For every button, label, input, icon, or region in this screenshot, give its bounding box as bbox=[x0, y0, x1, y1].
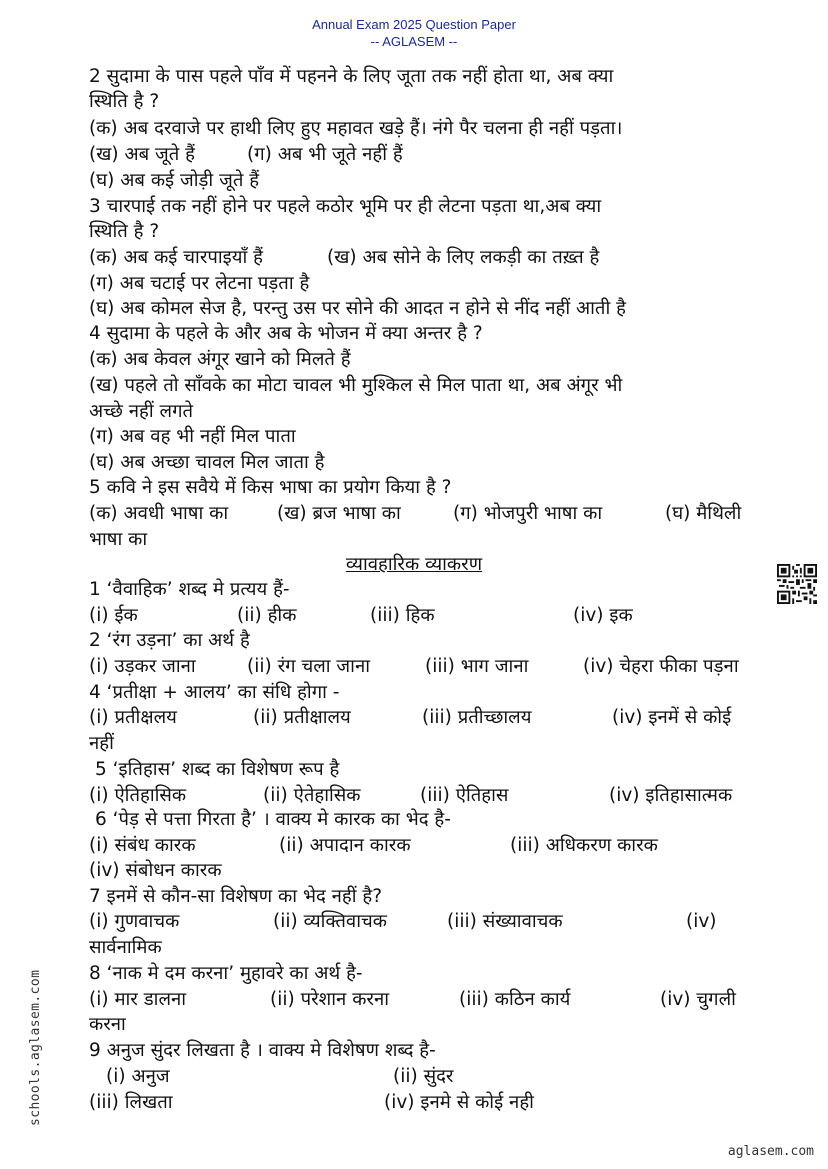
q3-option-ga: (ग) अब चटाई पर लेटना पड़ता है bbox=[89, 273, 310, 294]
g4-option-4-cont: नहीं bbox=[89, 733, 114, 754]
question-5-text: 5 कवि ने इस सवैये में किस भाषा का प्रयोग किया है ? bbox=[89, 477, 452, 498]
q2-option-ga: (ग) अब भी जूते नहीं हैं bbox=[247, 144, 403, 165]
g4-option-3: (iii) प्रतीच्छालय bbox=[422, 707, 532, 728]
q3-option-gha: (घ) अब कोमल सेज है, परन्तु उस पर सोने की आदत न होने से नींद नहीं आती है bbox=[89, 298, 626, 319]
header-title: Annual Exam 2025 Question Paper bbox=[312, 17, 516, 32]
g4-option-4: (iv) इनमें से कोई bbox=[612, 707, 732, 728]
grammar-q2-text: 2 ‘रंग उड़ना’ का अर्थ है bbox=[89, 630, 250, 651]
q4-option-ga: (ग) अब वह भी नहीं मिल पाता bbox=[89, 426, 296, 447]
g2-option-1: (i) उड़कर जाना bbox=[89, 656, 196, 677]
g7-option-3: (iii) संख्यावाचक bbox=[447, 911, 563, 932]
g7-option-2: (ii) व्यक्तिवाचक bbox=[273, 911, 387, 932]
g4-option-2: (ii) प्रतीक्षालय bbox=[253, 707, 351, 728]
q4-option-kha: (ख) पहले तो साँवके का मोटा चावल भी मुश्किल से मिल पाता था, अब अंगूर भी bbox=[89, 375, 623, 396]
g5-option-2: (ii) ऐतेहासिक bbox=[263, 785, 361, 806]
g1-option-3: (iii) हिक bbox=[370, 605, 435, 626]
g8-option-4: (iv) चुगली bbox=[660, 989, 736, 1010]
header-brand: -- AGLASEM -- bbox=[370, 34, 458, 49]
q5-option-ga: (ग) भोजपुरी भाषा का bbox=[453, 503, 603, 524]
g9-option-4: (iv) इनमे से कोई नही bbox=[384, 1092, 534, 1113]
g9-option-2: (ii) सुंदर bbox=[393, 1066, 454, 1087]
g1-option-1: (i) ईक bbox=[89, 605, 138, 626]
q4-option-kha-cont: अच्छे नहीं लगते bbox=[89, 401, 194, 422]
question-3-text-cont: स्थिति है ? bbox=[89, 221, 160, 242]
q5-option-kha: (ख) ब्रज भाषा का bbox=[277, 503, 401, 524]
grammar-q7-text: 7 इनमें से कौन-सा विशेषण का भेद नहीं है? bbox=[89, 886, 383, 907]
q3-option-ka: (क) अब कई चारपाइयाँ हैं bbox=[89, 247, 263, 268]
q4-option-ka: (क) अब केवल अंगूर खाने को मिलते हैं bbox=[89, 349, 351, 370]
g6-option-4: (iv) संबोधन कारक bbox=[89, 860, 222, 881]
question-4-text: 4 सुदामा के पहले के और अब के भोजन में क्या अन्तर है ? bbox=[89, 323, 483, 344]
section-title: व्यावहारिक व्याकरण bbox=[345, 554, 483, 575]
g1-option-2: (ii) हीक bbox=[237, 605, 297, 626]
g9-option-1: (i) अनुज bbox=[106, 1066, 170, 1087]
g2-option-3: (iii) भाग जाना bbox=[425, 656, 529, 677]
question-2-text-cont: स्थिति है ? bbox=[89, 91, 160, 112]
g8-option-4-cont: करना bbox=[89, 1014, 126, 1035]
grammar-q1-text: 1 ‘वैवाहिक’ शब्द मे प्रत्यय हैं- bbox=[89, 579, 290, 600]
g7-option-4: (iv) bbox=[686, 911, 717, 932]
q2-option-ka: (क) अब दरवाजे पर हाथी लिए हुए महावत खड़े हैं। नंगे पैर चलना ही नहीं पड़ता। bbox=[89, 118, 623, 139]
g5-option-4: (iv) इतिहासात्मक bbox=[609, 785, 733, 806]
q5-option-gha: (घ) मैथिली bbox=[665, 503, 742, 524]
q5-option-gha-cont: भाषा का bbox=[89, 529, 148, 550]
g8-option-2: (ii) परेशान करना bbox=[270, 989, 390, 1010]
qr-code-icon bbox=[777, 564, 817, 604]
grammar-q6-text: 6 ‘पेड़ से पत्ता गिरता है’ । वाक्य मे कारक का भेद है- bbox=[95, 809, 451, 830]
g7-option-4-cont: सार्वनामिक bbox=[89, 937, 162, 958]
g8-option-3: (iii) कठिन कार्य bbox=[459, 989, 571, 1010]
g5-option-1: (i) ऐतिहासिक bbox=[89, 785, 187, 806]
question-2-text: 2 सुदामा के पास पहले पाँव में पहनने के लिए जूता तक नहीं होता था, अब क्या bbox=[89, 66, 614, 87]
g6-option-1: (i) संबंध कारक bbox=[89, 835, 196, 856]
q4-option-gha: (घ) अब अच्छा चावल मिल जाता है bbox=[89, 452, 325, 473]
grammar-q9-text: 9 अनुज सुंदर लिखता है । वाक्य मे विशेषण शब्द है- bbox=[89, 1040, 436, 1061]
g7-option-1: (i) गुणवाचक bbox=[89, 911, 180, 932]
g9-option-3: (iii) लिखता bbox=[89, 1092, 173, 1113]
grammar-q5-text: 5 ‘इतिहास’ शब्द का विशेषण रूप है bbox=[95, 759, 340, 780]
g8-option-1: (i) मार डालना bbox=[89, 989, 187, 1010]
q3-option-kha: (ख) अब सोने के लिए लकड़ी का तख़्त है bbox=[327, 247, 600, 268]
q2-option-gha: (घ) अब कई जोड़ी जूते हैं bbox=[89, 170, 260, 191]
g6-option-2: (ii) अपादान कारक bbox=[279, 835, 411, 856]
side-watermark: schools.aglasem.com bbox=[28, 969, 43, 1126]
g2-option-2: (ii) रंग चला जाना bbox=[247, 656, 370, 677]
grammar-q8-text: 8 ‘नाक मे दम करना’ मुहावरे का अर्थ है- bbox=[89, 963, 363, 984]
question-3-text: 3 चारपाई तक नहीं होने पर पहले कठोर भूमि पर ही लेटना पड़ता था,अब क्या bbox=[89, 196, 602, 217]
footer-watermark: aglasem.com bbox=[727, 1144, 814, 1159]
q2-option-kha: (ख) अब जूते हैं bbox=[89, 144, 196, 165]
g6-option-3: (iii) अधिकरण कारक bbox=[510, 835, 658, 856]
q5-option-ka: (क) अवधी भाषा का bbox=[89, 503, 229, 524]
g5-option-3: (iii) ऐतिहास bbox=[420, 785, 509, 806]
grammar-q4-text: 4 ‘प्रतीक्षा + आलय’ का संधि होगा - bbox=[89, 682, 340, 703]
g4-option-1: (i) प्रतीक्षलय bbox=[89, 707, 177, 728]
g1-option-4: (iv) इक bbox=[573, 605, 633, 626]
g2-option-4: (iv) चेहरा फीका पड़ना bbox=[583, 656, 739, 677]
